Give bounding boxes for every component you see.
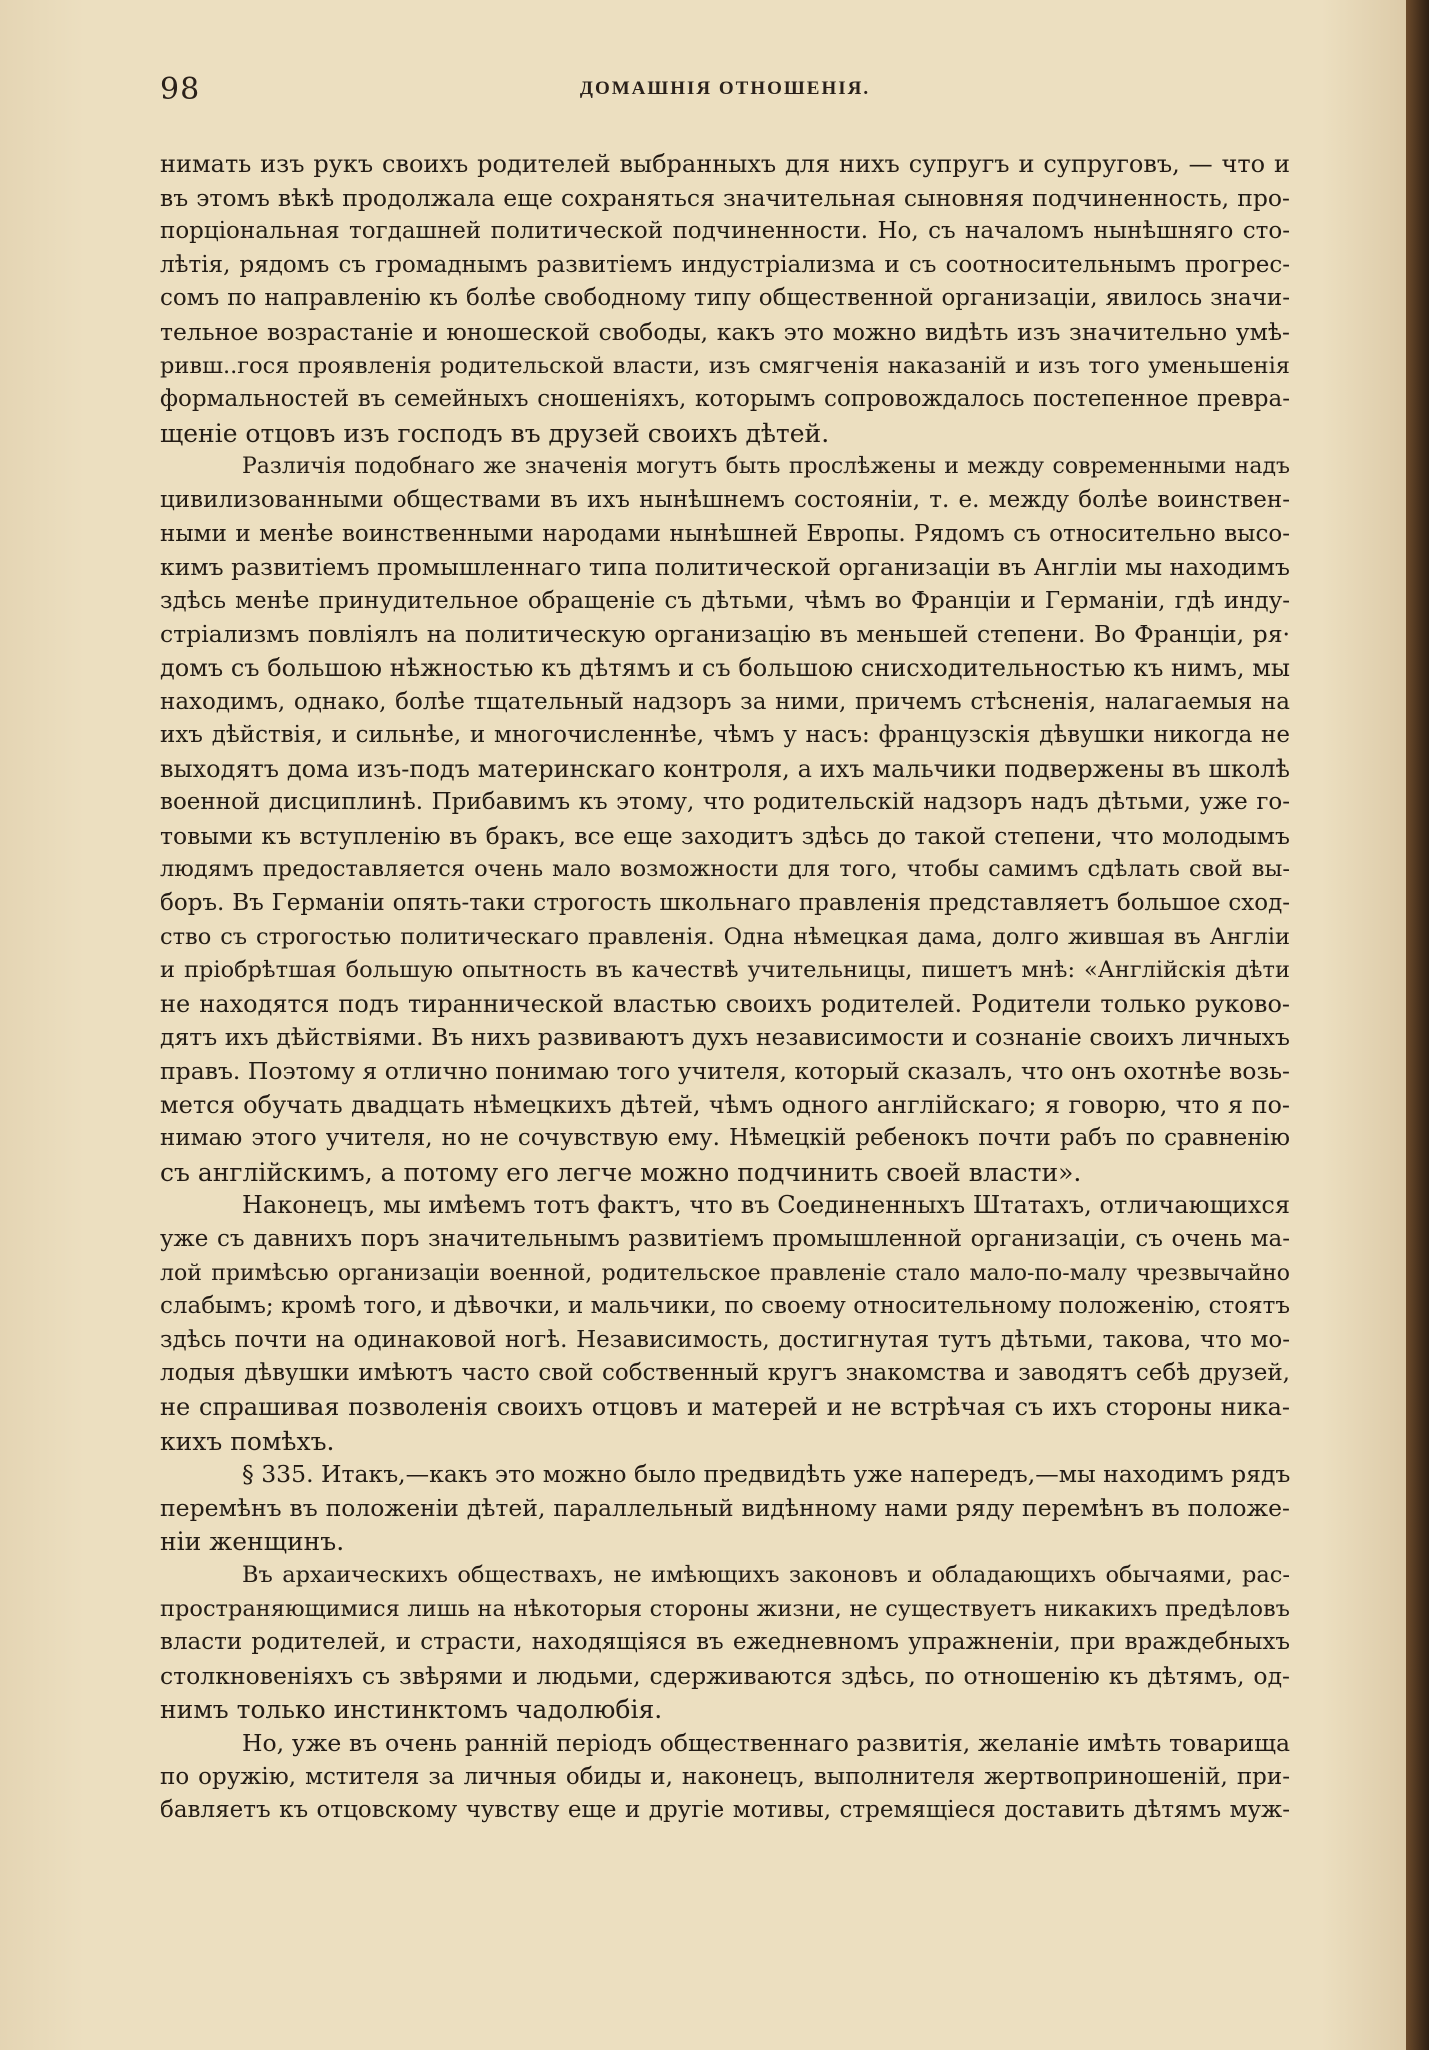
text-line: власти родителей, и страсти, находящіяся въ ежедневномъ упражненіи, при враждебныхъ — [160, 1629, 1290, 1656]
text-line: § 335. Итакъ,—какъ это можно было предвидѣть уже напередъ,—мы находимъ рядъ — [242, 1460, 1291, 1489]
text-line: пространяющимися лишь на нѣкоторыя стороны жизни, не существуетъ никакихъ предѣловъ — [160, 1595, 1290, 1622]
text-line: здѣсь менѣе принудительное обращеніе съ дѣтьми, чѣмъ во Франціи и Германіи, гдѣ инду- — [160, 587, 1290, 614]
text-line: Но, уже въ очень ранній періодъ общественнаго развитія, желаніе имѣть товарища — [242, 1728, 1290, 1757]
page-number: 98 — [160, 72, 201, 107]
text-line: сомъ по направленію къ болѣе свободному типу общественной организаціи, явилось значи- — [160, 285, 1290, 312]
text-line: перемѣнъ въ положеніи дѣтей, параллельный видѣнному нами ряду перемѣнъ въ положе- — [160, 1493, 1290, 1522]
text-line: Наконецъ, мы имѣемъ тотъ фактъ, что въ Соединенныхъ Штатахъ, отличающихся — [242, 1191, 1290, 1220]
text-line: товыми къ вступленію въ бракъ, все еще заходитъ здѣсь до такой степени, что молодымъ — [160, 821, 1290, 850]
text-line: Различія подобнаго же значенія могутъ быть прослѣжены и между современными надъ — [242, 454, 1290, 480]
page-edge — [1406, 0, 1429, 2050]
text-line: людямъ предоставляется очень мало возможности для того, чтобы самимъ сдѣлать свой вы- — [160, 856, 1290, 883]
text-line: бавляетъ къ отцовскому чувству еще и другіе мотивы, стремящіеся доставить дѣтямъ муж- — [160, 1797, 1290, 1824]
text-line: Въ архаическихъ обществахъ, не имѣющихъ законовъ и обладающихъ обычаями, рас- — [242, 1561, 1290, 1588]
text-line: тельное возрастаніе и юношеской свободы, какъ это можно видѣть изъ значительно умѣ- — [160, 317, 1290, 346]
text-line: ными и менѣе воинственными народами нынѣшней Европы. Рядомъ съ относительно высо- — [160, 520, 1290, 547]
text-line: ніи женщинъ. — [160, 1527, 345, 1557]
text-line: нимъ только инстинктомъ чадолюбія. — [160, 1695, 663, 1725]
text-line: боръ. Въ Германіи опять-таки строгость школьнаго правленія представляетъ большое сход- — [160, 890, 1290, 917]
text-line: нимать изъ рукъ своихъ родителей выбранныхъ для нихъ супругъ и супруговъ, — что и — [160, 150, 1290, 178]
text-line: лодыя дѣвушки имѣютъ часто свой собственный кругъ знакомства и заводятъ себѣ друзей, — [160, 1360, 1290, 1387]
text-line: уже съ давнихъ поръ значительнымъ развитіемъ промышленной организаціи, съ очень ма- — [160, 1226, 1290, 1252]
text-line: не находятся подъ тираннической властью своихъ родителей. Родители только руково- — [160, 989, 1290, 1018]
text-line: порціональная тогдашней политической подчиненности. Но, съ началомъ нынѣшняго сто- — [160, 218, 1290, 245]
text-line: стріализмъ повліялъ на политическую организацію въ меньшей степени. Во Франціи, ря· — [160, 620, 1290, 649]
text-line: цивилизованными обществами въ ихъ нынѣшнемъ состояніи, т. е. между болѣе воинствен- — [160, 486, 1290, 513]
text-line: правъ. Поэтому я отлично понимаю того учителя, который сказалъ, что онъ охотнѣе возь- — [160, 1057, 1290, 1086]
body-text — [160, 148, 1290, 1828]
text-line: лой примѣсью организаціи военной, родительское правленіе стало мало-по-малу чрезвычайно — [160, 1260, 1290, 1286]
text-line: здѣсь почти на одинаковой ногѣ. Независимость, достигнутая тутъ дѣтьми, такова, что мо- — [160, 1326, 1290, 1353]
text-line: военной дисциплинѣ. Прибавимъ къ этому, что родительскій надзоръ надъ дѣтьми, уже го- — [160, 789, 1290, 816]
text-line: ство съ строгостью политическаго правленія. Одна нѣмецкая дама, долго жившая въ Англіи — [160, 923, 1290, 950]
text-line: съ англійскимъ, а потому его легче можно подчинить своей власти». — [160, 1157, 1082, 1187]
text-line: и пріобрѣтшая большую опытность въ качествѣ учительницы, пишетъ мнѣ: «Англійскія дѣти — [160, 957, 1290, 984]
page-header — [160, 72, 1290, 112]
running-title: ДОМАШНІЯ ОТНОШЕНІЯ. — [579, 78, 871, 99]
text-line: по оружію, мстителя за личныя обиды и, наконецъ, выполнителя жертвоприношеній, при- — [160, 1763, 1290, 1790]
text-line: кимъ развитіемъ промышленнаго типа политической организаціи въ Англіи мы находимъ — [160, 553, 1290, 582]
text-line: щеніе отцовъ изъ господъ въ друзей своихъ дѣтей. — [160, 418, 830, 448]
text-line: кихъ помѣхъ. — [160, 1426, 335, 1456]
text-line: формальностей въ семейныхъ сношеніяхъ, которымъ сопровождалось постепенное превра- — [160, 386, 1290, 413]
text-line: домъ съ большою нѣжностью къ дѣтямъ и съ большою снисходительностью къ нимъ, мы — [160, 653, 1290, 682]
text-line: столкновеніяхъ съ звѣрями и людьми, сдерживаются здѣсь, по отношенію къ дѣтямъ, од- — [160, 1661, 1290, 1690]
text-line: ривш..гося проявленія родительской власти, изъ смягченія наказаній и изъ того уменьшенія — [160, 352, 1290, 379]
text-line: не спрашивая позволенія своихъ отцовъ и матерей и не встрѣчая съ ихъ стороны ника- — [160, 1392, 1290, 1421]
text-line: находимъ, однако, болѣе тщательный надзоръ за ними, причемъ стѣсненія, налагаемыя на — [160, 688, 1290, 715]
text-line: нимаю этого учителя, но не сочувствую ему. Нѣмецкій ребенокъ почти рабъ по сравненію — [160, 1125, 1290, 1152]
text-line: лѣтія, рядомъ съ громаднымъ развитіемъ индустріализма и съ соотносительнымъ прогрес- — [160, 251, 1290, 278]
text-line: ихъ дѣйствія, и сильнѣе, и многочисленнѣе, чѣмъ у насъ: французскія дѣвушки никогда не — [160, 722, 1290, 749]
text-line: мется обучать двадцать нѣмецкихъ дѣтей, чѣмъ одного англійскаго; я говорю, что я по- — [160, 1090, 1290, 1119]
text-line: въ этомъ вѣкѣ продолжала еще сохраняться значительная сыновняя подчиненность, про- — [160, 183, 1290, 212]
text-line: слабымъ; кромѣ того, и дѣвочки, и мальчики, по своему относительному положенію, стоятъ — [160, 1293, 1290, 1320]
text-line: дятъ ихъ дѣйствіями. Въ нихъ развиваютъ духъ независимости и сознаніе своихъ личныхъ — [160, 1023, 1290, 1052]
text-line: выходятъ дома изъ-подъ материнскаго контроля, а ихъ мальчики подвержены въ школѣ — [160, 754, 1290, 783]
